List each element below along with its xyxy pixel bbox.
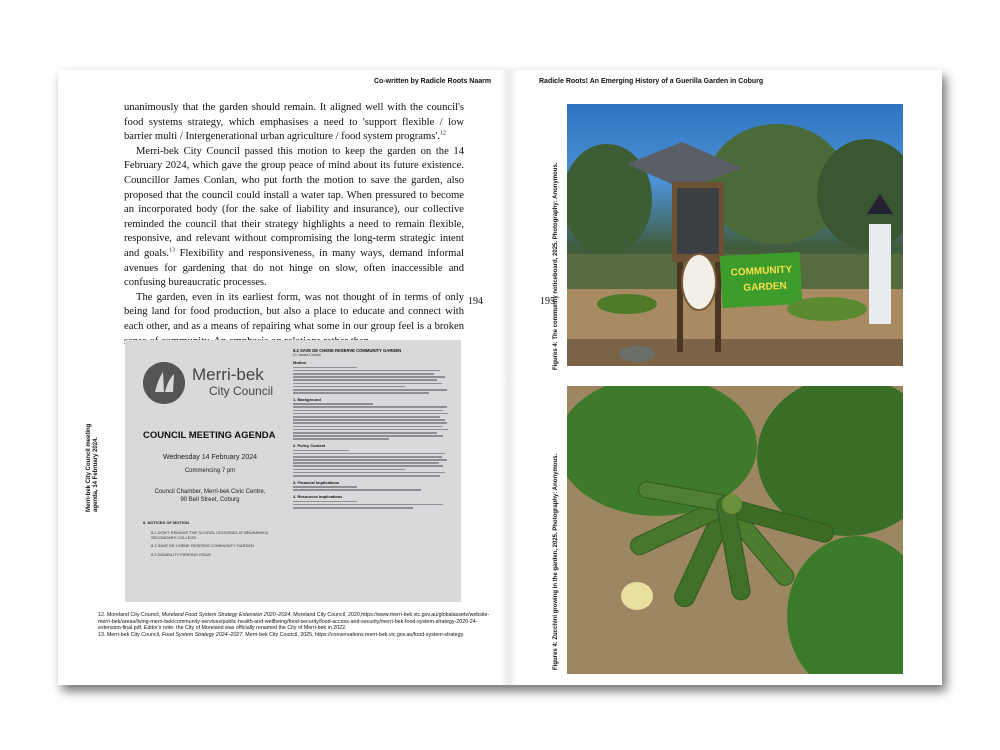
footnote-12: [98, 612, 493, 632]
resources-label: 4. Resources Implications: [293, 494, 343, 499]
noticeboard-caption: Figures 4: The community noticeboard, 2025. Photography: Anonymous.: [553, 162, 559, 370]
footnote-13-details[interactable]: , Merri-bek City Council, 2025, https://conversations.merri-bek.vic.gov.au/food-system-strategy.: [242, 631, 465, 638]
agenda-date: Wednesday 14 February 2024: [162, 454, 258, 461]
footnote-ref-13[interactable]: 13: [168, 247, 175, 254]
zucchini-photo: [567, 386, 903, 674]
noticeboard-photo: [567, 104, 903, 366]
book-spread: [58, 70, 942, 685]
footnote-12-title: Moreland Food System Strategy Extension 2020–2024: [161, 612, 291, 618]
logo-subtitle: City Council: [209, 384, 274, 398]
footnote-13-title: Food System Strategy 2024–2027: [161, 631, 243, 638]
running-header-right: Radicle Roots! An Emerging History of a Guerilla Garden in Coburg: [539, 78, 764, 85]
policy-label: 2. Policy Context: [293, 442, 326, 448]
body-text: [124, 101, 464, 349]
motion-mover: Cr James Conlan: [293, 353, 321, 357]
agenda-notices-heading: 8. NOTICES OF MOTION: [143, 520, 190, 525]
agenda-place-line-1: Council Chamber, Merri-bek Civic Centre,: [154, 489, 266, 495]
paragraph-2-text-a: Merri-bek City Council passed this motion to keep the garden on the 14 February 2024, which gave the group peace of mind about its future existence. Councillor James Conlan, who put forth the motion to save the garden, also proposed that the council could install a water tap. When pressured to become an incorporated body (for the sake of liability and insurance), our collective reminded the council that their strategy highlights a need to remain flexible, responsive, and relevant without compromising the long-term strategic intent and goals.: [124, 145, 464, 259]
zucchini-caption: Figures 4: Zucchini growing in the garden, 2025. Photography: Anonymous.: [553, 453, 559, 670]
paragraph-2: [124, 145, 464, 291]
sign-text-garden: GARDEN: [743, 280, 787, 294]
footnote-12-author: Moreland City Council,: [106, 612, 162, 618]
sign-text-community: COMMUNITY: [730, 264, 793, 279]
agenda-title: COUNCIL MEETING AGENDA: [143, 430, 276, 441]
book-gutter: [500, 70, 518, 685]
page-number-left: 194: [468, 296, 483, 307]
council-agenda-image: [125, 340, 461, 602]
agenda-notice-3: 8.3 DISABILITY PARKING ISSUE: [151, 552, 212, 557]
background-label: 1. Background: [293, 396, 321, 402]
agenda-place-line-2: 90 Bell Street, Coburg: [180, 497, 240, 503]
footnotes: [98, 612, 493, 638]
agenda-notice-1: 8.1 DON'T REMOVE THE SCHOOL CROSSING AT BRUNSWICK SECONDARY COLLEGE: [151, 530, 269, 540]
paragraph-1: [124, 101, 464, 145]
footnote-12-details[interactable]: , Moreland City Council, 2020,https://www.merri-bek.vic.gov.au/globalassets/website-merri-bek/areas/living-merri-bek/community-services/public-health-and-wellbeing/food-security/food-access-and-security/merri-bek-food-system-strategy-2020-24-extension-final.pdf. Editor's note: the City of Moreland was officially renamed the City of Merri-bek in 2022.: [98, 612, 490, 632]
logo-name: Merri-bek: [192, 365, 264, 384]
motion-heading: 8.2 SAVE DE CHENE RESERVE COMMUNITY GARDEN: [293, 348, 402, 353]
footnote-12-number: 12.: [98, 612, 106, 618]
agenda-caption-line-1: Merri-bek City Council meeting: [86, 423, 92, 512]
paragraph-1-text: unanimously that the garden should remain. It aligned well with the council's food systems strategy, which emphasises a need to 'support flexible / low barrier multi / Intergenerational urban agriculture / food system programs'.: [124, 102, 464, 143]
agenda-caption-line-2: agenda, 14 February 2024.: [93, 436, 99, 512]
paragraph-2-text-b: Flexibility and responsiveness, in many ways, demand informal avenues for gardening that do not hinge on slow, often inaccessible and confusing bureaucratic processes.: [124, 247, 464, 289]
footnote-13-number: 13.: [98, 631, 106, 638]
agenda-time: Commencing 7 pm: [184, 468, 236, 474]
financial-label: 3. Financial Implications: [293, 479, 340, 485]
motion-label: Motion: [293, 360, 307, 365]
agenda-notice-2: 8.2 SAVE DE CHENE RESERVE COMMUNITY GARDEN: [151, 543, 254, 548]
running-header-left: Co-written by Radicle Roots Naarm: [374, 78, 492, 85]
page-number-right: 195: [540, 296, 555, 307]
footnote-ref-12[interactable]: 12: [439, 130, 446, 137]
footnote-13-author: Merri-bek City Council,: [106, 631, 162, 638]
agenda-caption: [86, 422, 99, 512]
agenda-place: [145, 488, 275, 504]
paragraph-3: The garden, even in its earliest form, was not thought of in terms of only being land for food production, but also a place to educate and connect with each other, and as a means of repairing what some in our group feel is a broken: [124, 291, 464, 332]
footnote-13: [98, 632, 493, 639]
agenda-motion-column: [293, 348, 453, 510]
merri-bek-logo-icon: [143, 362, 185, 404]
